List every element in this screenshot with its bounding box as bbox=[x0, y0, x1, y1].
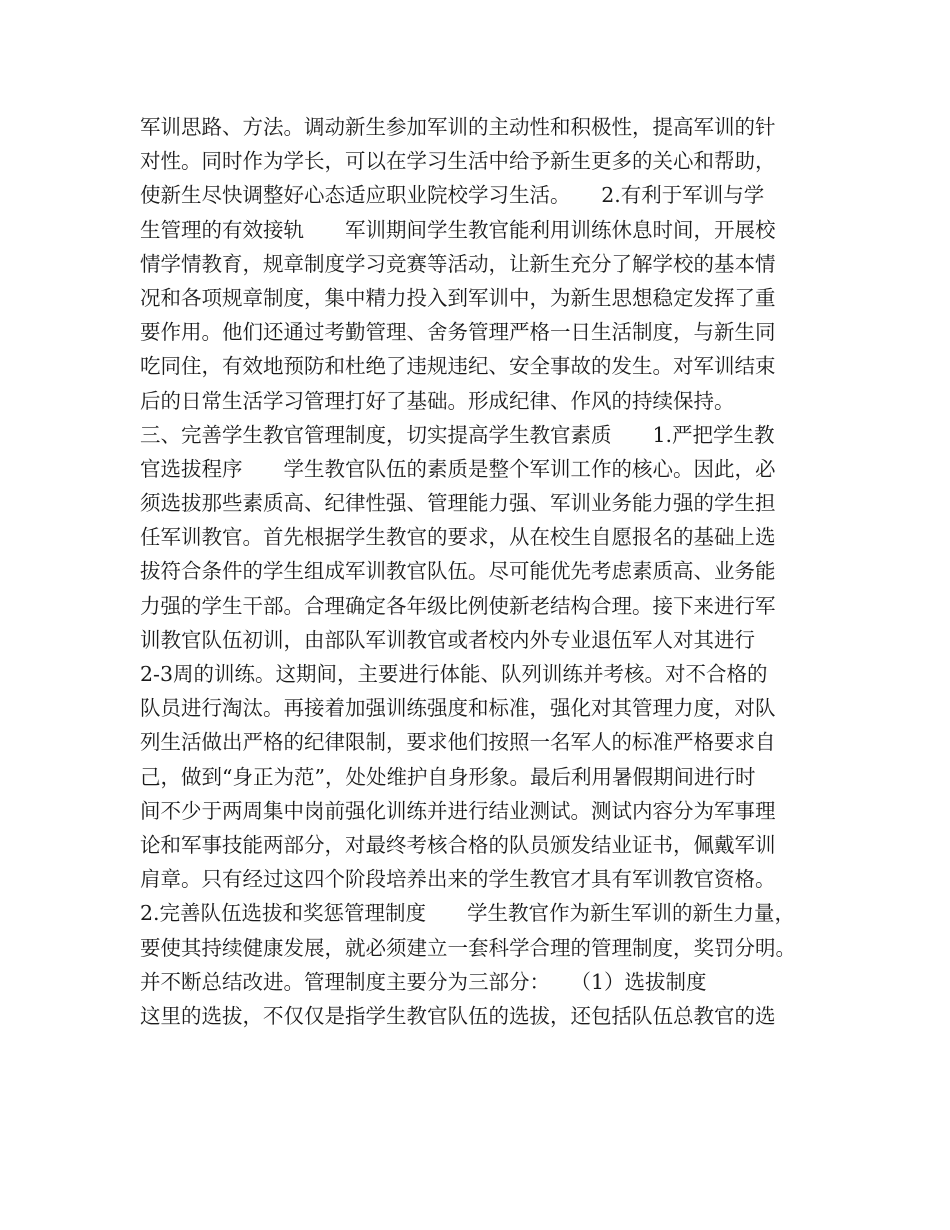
text-line: 使新生尽快调整好心态适应职业院校学习生活。 2.有利于军训与学 bbox=[140, 183, 765, 208]
text-line: 军训思路、方法。调动新生参加军训的主动性和积极性，提高军训的针 bbox=[140, 115, 776, 139]
text-line: 生管理的有效接轨 军训期间学生教官能利用训练休息时间，开展校 bbox=[140, 217, 776, 242]
text-line: 肩章。只有经过这四个阶段培养出来的学生教官才具有军训教官资格。 bbox=[140, 867, 776, 892]
text-line: 后的日常生活学习管理打好了基础。形成纪律、作风的持续保持。 bbox=[140, 388, 735, 413]
text-line: 对性。同时作为学长，可以在学习生活中给予新生更多的关心和帮助， bbox=[140, 149, 776, 174]
body-text bbox=[140, 110, 820, 1033]
text-line: 论和军事技能两部分，对最终考核合格的队员颁发结业证书，佩戴军训 bbox=[140, 832, 776, 857]
text-line: 2.完善队伍选拔和奖惩管理制度 学生教官作为新生军训的新生力量， bbox=[140, 901, 796, 926]
text-line: 吃同住，有效地预防和杜绝了违规违纪、安全事故的发生。对军训结束 bbox=[140, 354, 776, 379]
text-line: 须选拔那些素质高、纪律性强、管理能力强、军训业务能力强的学生担 bbox=[140, 491, 776, 516]
text-line: 拔符合条件的学生组成军训教官队伍。尽可能优先考虑素质高、业务能 bbox=[140, 559, 776, 584]
text-line: 官选拔程序 学生教官队伍的素质是整个军训工作的核心。因此，必 bbox=[140, 456, 776, 481]
text-line: 要作用。他们还通过考勤管理、舍务管理严格一日生活制度，与新生同 bbox=[140, 320, 776, 345]
text-line: 力强的学生干部。合理确定各年级比例使新老结构合理。接下来进行军 bbox=[140, 593, 776, 618]
text-line: 三、完善学生教官管理制度，切实提高学生教官素质 1.严把学生教 bbox=[140, 422, 775, 447]
text-line: 己，做到“身正为范”，处处维护自身形象。最后利用暑假期间进行时 bbox=[140, 764, 756, 789]
text-line: 间不少于两周集中岗前强化训练并进行结业测试。测试内容分为军事理 bbox=[140, 798, 776, 823]
text-line: 队员进行淘汰。再接着加强训练强度和标准，强化对其管理力度，对队 bbox=[140, 696, 776, 721]
text-line: 列生活做出严格的纪律限制，要求他们按照一名军人的标准严格要求自 bbox=[140, 730, 776, 755]
text-line: 并不断总结改进。管理制度主要分为三部分： （1）选拔制度 bbox=[140, 969, 707, 994]
text-line: 2-3周的训练。这期间，主要进行体能、队列训练并考核。对不合格的 bbox=[140, 662, 768, 686]
text-line: 情学情教育，规章制度学习竞赛等活动，让新生充分了解学校的基本情 bbox=[140, 251, 776, 276]
text-line: 这里的选拔，不仅仅是指学生教官队伍的选拔，还包括队伍总教官的选 bbox=[140, 1003, 776, 1028]
text-line: 况和各项规章制度，集中精力投入到军训中，为新生思想稳定发挥了重 bbox=[140, 285, 776, 310]
text-line: 训教官队伍初训，由部队军训教官或者校内外专业退伍军人对其进行 bbox=[140, 627, 755, 652]
text-line: 要使其持续健康发展，就必须建立一套科学合理的管理制度，奖罚分明。 bbox=[140, 935, 796, 960]
text-line: 任军训教官。首先根据学生教官的要求，从在校生自愿报名的基础上选 bbox=[140, 525, 776, 550]
